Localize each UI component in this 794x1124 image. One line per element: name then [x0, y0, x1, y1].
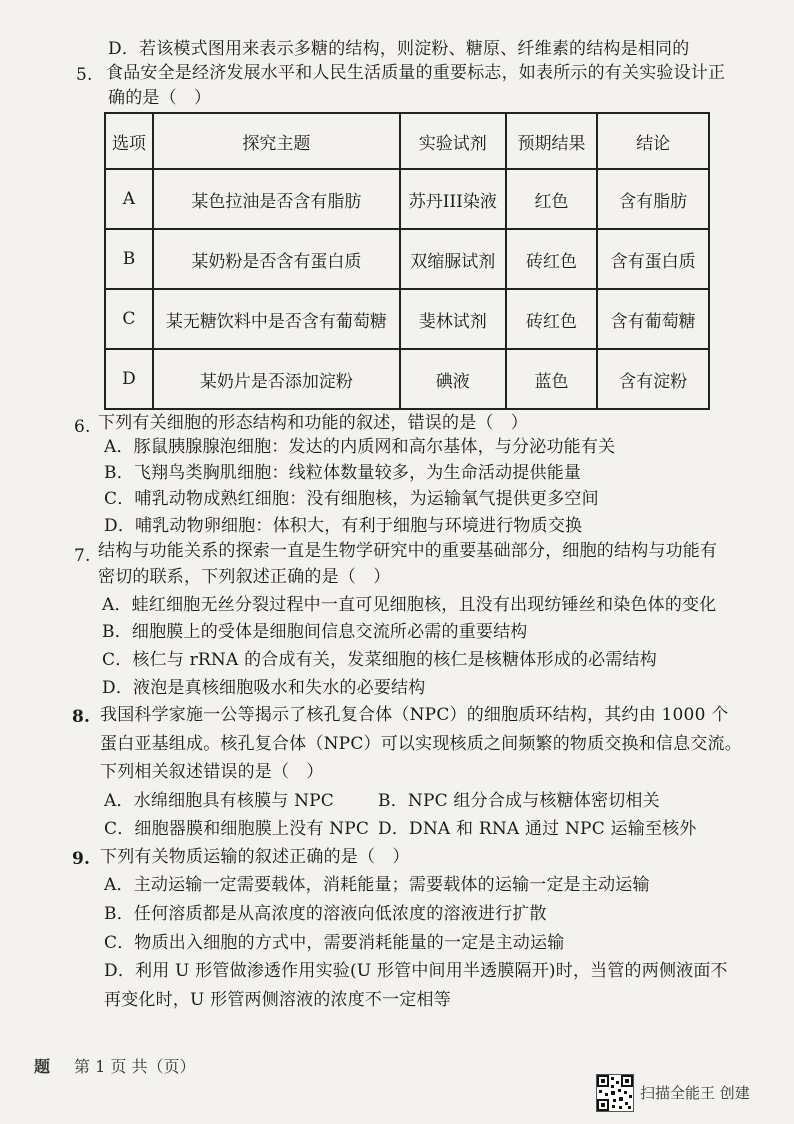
table-cell: 含有淀粉 — [597, 349, 709, 409]
table-cell: 含有葡萄糖 — [597, 289, 709, 349]
q9-option-d-continued: 再变化时，U 形管两侧溶液的浓度不一定相等 — [104, 990, 451, 1010]
table-header-row — [105, 113, 709, 169]
q8-stem-line2: 蛋白亚基组成。核孔复合体（NPC）可以实现核质之间频繁的物质交换和信息交流。 — [100, 734, 742, 754]
q6-stem: 下列有关细胞的形态结构和功能的叙述，错误的是（ ） — [98, 413, 528, 433]
q8-option-a: A．水绵细胞具有核膜与 NPC — [104, 791, 335, 811]
q6-option-b: B．飞翔鸟类胸肌细胞：线粒体数量较多，为生命活动提供能量 — [104, 463, 582, 483]
table-cell: C — [105, 289, 153, 349]
table-cell: A — [105, 169, 153, 229]
q8-stem-line1: 我国科学家施一公等揭示了核孔复合体（NPC）的细胞质环结构，其约由 1000 个 — [100, 705, 729, 725]
table-row — [105, 349, 709, 409]
q8-option-b: B．NPC 组分合成与核糖体密切相关 — [378, 791, 660, 811]
table-cell: 红色 — [506, 169, 598, 229]
table-header: 探究主题 — [153, 113, 400, 169]
table-header: 实验试剂 — [400, 113, 506, 169]
q8-stem-line3: 下列相关叙述错误的是（ ） — [100, 762, 324, 782]
table-cell: B — [105, 229, 153, 289]
q8-number: 8. — [72, 707, 91, 727]
q6-option-c: C．哺乳动物成熟红细胞：没有细胞核，为运输氧气提供更多空间 — [104, 489, 599, 509]
q8-option-d: D．DNA 和 RNA 通过 NPC 运输至核外 — [378, 819, 697, 839]
q9-option-b: B．任何溶质都是从高浓度的溶液向低浓度的溶液进行扩散 — [104, 904, 547, 924]
table-cell: 斐林试剂 — [400, 289, 506, 349]
q6-number: 6. — [74, 417, 91, 437]
table-cell: 某奶粉是否含有蛋白质 — [153, 229, 400, 289]
table-cell: D — [105, 349, 153, 409]
table-cell: 某色拉油是否含有脂肪 — [153, 169, 400, 229]
q7-option-d: D．液泡是真核细胞吸水和失水的必要结构 — [102, 678, 426, 698]
experiment-table — [104, 112, 710, 410]
q7-stem-line2: 密切的联系，下列叙述正确的是（ ） — [98, 567, 391, 587]
q9-option-a: A．主动运输一定需要载体，消耗能量；需要载体的运输一定是主动运输 — [104, 875, 650, 895]
table-cell: 某奶片是否添加淀粉 — [153, 349, 400, 409]
prev-option-d: D．若该模式图用来表示多糖的结构，则淀粉、糖原、纤维素的结构是相同的 — [108, 39, 690, 59]
q7-number: 7. — [74, 546, 91, 566]
q6-option-d: D．哺乳动物卵细胞：体积大，有利于细胞与环境进行物质交换 — [104, 516, 583, 536]
q9-number: 9. — [72, 849, 91, 869]
q5-stem-line2: 确的是（ ） — [108, 88, 212, 108]
table-header: 结论 — [597, 113, 709, 169]
table-cell: 苏丹III染液 — [400, 169, 506, 229]
table-row — [105, 289, 709, 349]
q9-option-d: D．利用 U 形管做渗透作用实验(U 形管中间用半透膜隔开)时，当管的两侧液面不 — [104, 961, 728, 981]
qr-code-icon — [596, 1074, 634, 1112]
q7-option-a: A．蛙红细胞无丝分裂过程中一直可见细胞核，且没有出现纺锤丝和染色体的变化 — [102, 595, 717, 615]
q7-option-b: B．细胞膜上的受体是细胞间信息交流所必需的重要结构 — [102, 622, 528, 642]
table-cell: 蓝色 — [506, 349, 598, 409]
footer-page-number: 第 1 页 共（页） — [74, 1057, 196, 1076]
q6-option-a: A．豚鼠胰腺腺泡细胞：发达的内质网和高尔基体，与分泌功能有关 — [104, 437, 616, 457]
q5-number: 5. — [76, 65, 93, 85]
table-cell: 双缩脲试剂 — [400, 229, 506, 289]
table-cell: 碘液 — [400, 349, 506, 409]
table-header: 选项 — [105, 113, 153, 169]
footer-left-mark: 题 — [34, 1057, 51, 1076]
table-cell: 砖红色 — [506, 289, 598, 349]
table-cell: 含有蛋白质 — [597, 229, 709, 289]
q7-option-c: C．核仁与 rRNA 的合成有关，发菜细胞的核仁是核糖体形成的必需结构 — [102, 650, 657, 670]
table-cell: 某无糖饮料中是否含有葡萄糖 — [153, 289, 400, 349]
table-row — [105, 229, 709, 289]
table-cell: 砖红色 — [506, 229, 598, 289]
table-row — [105, 169, 709, 229]
q9-stem: 下列有关物质运输的叙述正确的是（ ） — [100, 847, 410, 867]
scanner-watermark: 扫描全能王 创建 — [640, 1084, 750, 1102]
table-header: 预期结果 — [506, 113, 598, 169]
q7-stem-line1: 结构与功能关系的探索一直是生物学研究中的重要基础部分，细胞的结构与功能有 — [98, 541, 718, 561]
q8-option-c: C．细胞器膜和细胞膜上没有 NPC — [104, 819, 370, 839]
table-cell: 含有脂肪 — [597, 169, 709, 229]
q5-stem-line1: 食品安全是经济发展水平和人民生活质量的重要标志，如表所示的有关实验设计正 — [106, 63, 726, 83]
q9-option-c: C．物质出入细胞的方式中，需要消耗能量的一定是主动运输 — [104, 933, 565, 953]
